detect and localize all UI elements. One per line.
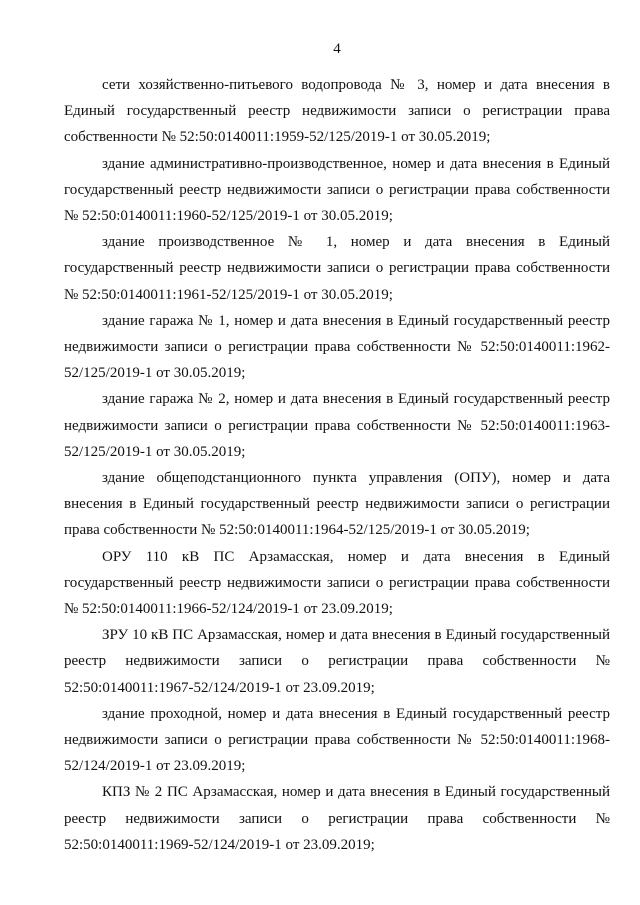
paragraph-water-pipeline: сети хозяйственно-питьевого водопровода № 3, номер и дата внесения в Единый государственный реестр недвижимости записи о регистрации права собственности № 52:50:0140011:1959-52/125/2019-1 от 30.05.2019; [64, 77, 610, 146]
paragraph-checkpoint: здание проходной, номер и дата внесения в Единый государственный реестр недвижимости записи о регистрации права собственности № 52:50:0140011:1968-52/124/2019-1 от 23.09.2019; [64, 705, 610, 775]
page-number: 4 [333, 41, 341, 57]
paragraph-kpz-2: КПЗ № 2 ПС Арзамасская, номер и дата внесения в Единый государственный реестр недвижимости записи о регистрации права собственности № 52:50:0140011:1969-52/124/2019-1 от 23.09.2019; [64, 784, 610, 853]
paragraph-oru-110: ОРУ 110 кВ ПС Арзамасская, номер и дата внесения в Единый государственный реестр недвижимости записи о регистрации права собственности № 52:50:0140011:1966-52/124/2019-1 от 23.09.2019; [64, 548, 610, 618]
paragraph-opu-building: здание общеподстанционного пункта управления (ОПУ), номер и дата внесения в Единый государственный реестр недвижимости записи о регистрации права собственности № 52:50:0140011:1964-52/125/2019-1 от 30.05.2019; [64, 470, 610, 539]
paragraph-admin-building: здание административно-производственное, номер и дата внесения в Единый государственный реестр недвижимости записи о регистрации права собственности № 52:50:0140011:1960-52/125/2019-1 от 30.05.2019; [64, 155, 610, 225]
paragraph-production-building: здание производственное № 1, номер и дата внесения в Единый государственный реестр недвижимости записи о регистрации права собственности № 52:50:0140011:1961-52/125/2019-1 от 30.05.2019; [64, 234, 610, 303]
paragraph-zru-10: ЗРУ 10 кВ ПС Арзамасская, номер и дата внесения в Единый государственный реестр недвижимости записи о регистрации права собственности № 52:50:0140011:1967-52/124/2019-1 от 23.09.2019; [64, 627, 610, 696]
paragraph-garage-1: здание гаража № 1, номер и дата внесения в Единый государственный реестр недвижимости записи о регистрации права собственности № 52:50:0140011:1962-52/125/2019-1 от 30.05.2019; [64, 312, 610, 382]
paragraph-garage-2: здание гаража № 2, номер и дата внесения в Единый государственный реестр недвижимости записи о регистрации права собственности № 52:50:0140011:1963-52/125/2019-1 от 30.05.2019; [64, 391, 610, 460]
